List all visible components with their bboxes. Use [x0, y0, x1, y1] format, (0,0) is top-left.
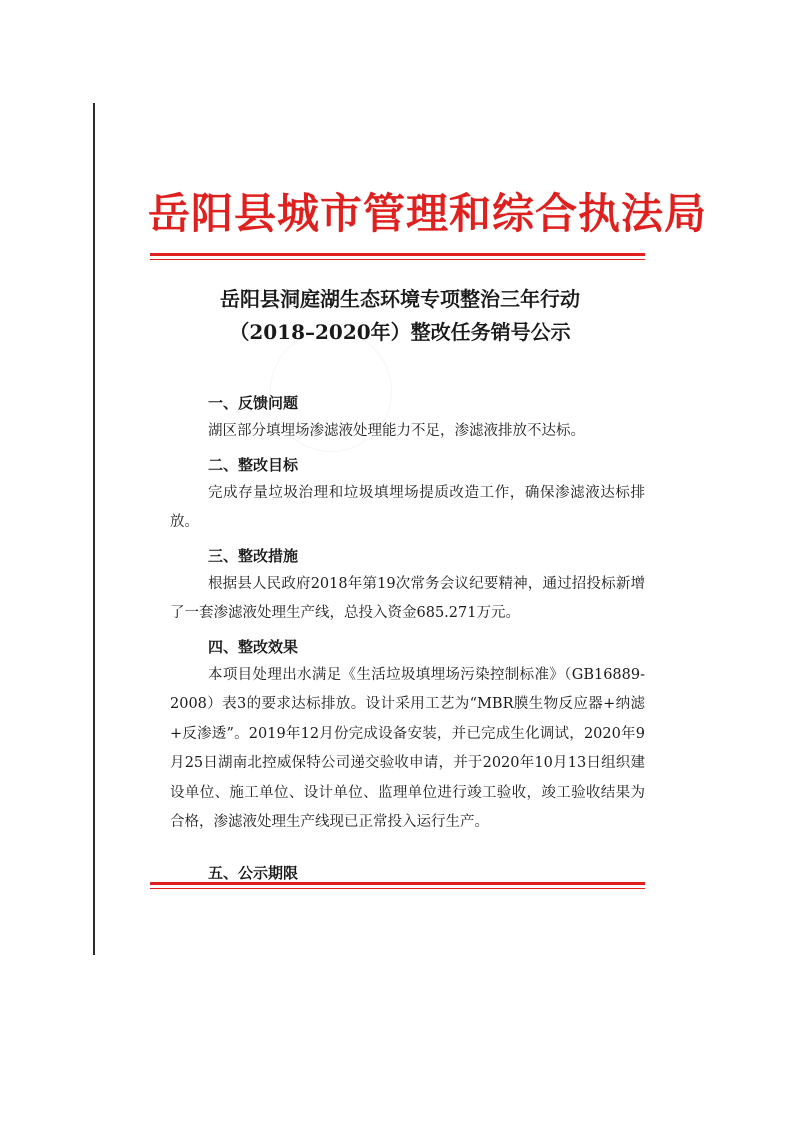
- section-heading-goal: 二、整改目标: [208, 455, 299, 474]
- section-heading-measures: 三、整改措施: [208, 546, 299, 565]
- document-title-line-2: （2018–2020年）整改任务销号公示: [229, 320, 571, 344]
- section-text-effect: 本项目处理出水满足《生活垃圾填埋场污染控制标准》（GB16889-2008）表3的要求达标排放。设计采用工艺为“MBR膜生物反应器+纳滤+反渗透”。2019年12月份完成设备安装，并已完成生化调试，2020年9月25日湖南北控威保特公司递交验收申请，并于2020年10月13日组织建设单位、施工单位、设计单位、监理单位进行竣工验收，竣工验收结果为合格，渗滤液处理生产线现已正常投入运行生产。: [170, 666, 645, 830]
- section-text-goal: 完成存量垃圾治理和垃圾填埋场提质改造工作，确保渗滤液达标排放。: [170, 484, 645, 530]
- section-heading-feedback: 一、反馈问题: [208, 394, 299, 412]
- section-text-measures: 根据县人民政府2018年第19次常务会议纪要精神，通过招投标新增了一套渗滤液处理生产线，总投入资金685.271万元。: [170, 575, 645, 621]
- section-heading-effect: 四、整改效果: [208, 637, 299, 656]
- document-body: [170, 393, 645, 838]
- letterhead-org-name: 岳阳县城市管理和综合执法局: [148, 189, 708, 238]
- section-text-feedback: 湖区部分填埋场渗滤液处理能力不足，渗滤液排放不达标。: [208, 423, 585, 439]
- document-title-line-1: 岳阳县洞庭湖生态环境专项整治三年行动: [220, 287, 580, 311]
- footer-divider-thin: [150, 888, 645, 889]
- section-heading-publicity-period: 五、公示期限: [208, 864, 299, 882]
- scan-page-edge: [93, 103, 95, 955]
- letterhead-divider-thin: [150, 259, 645, 260]
- footer-divider-thick: [150, 882, 645, 885]
- document-title: [180, 283, 620, 349]
- letterhead-divider-thick: [150, 253, 645, 256]
